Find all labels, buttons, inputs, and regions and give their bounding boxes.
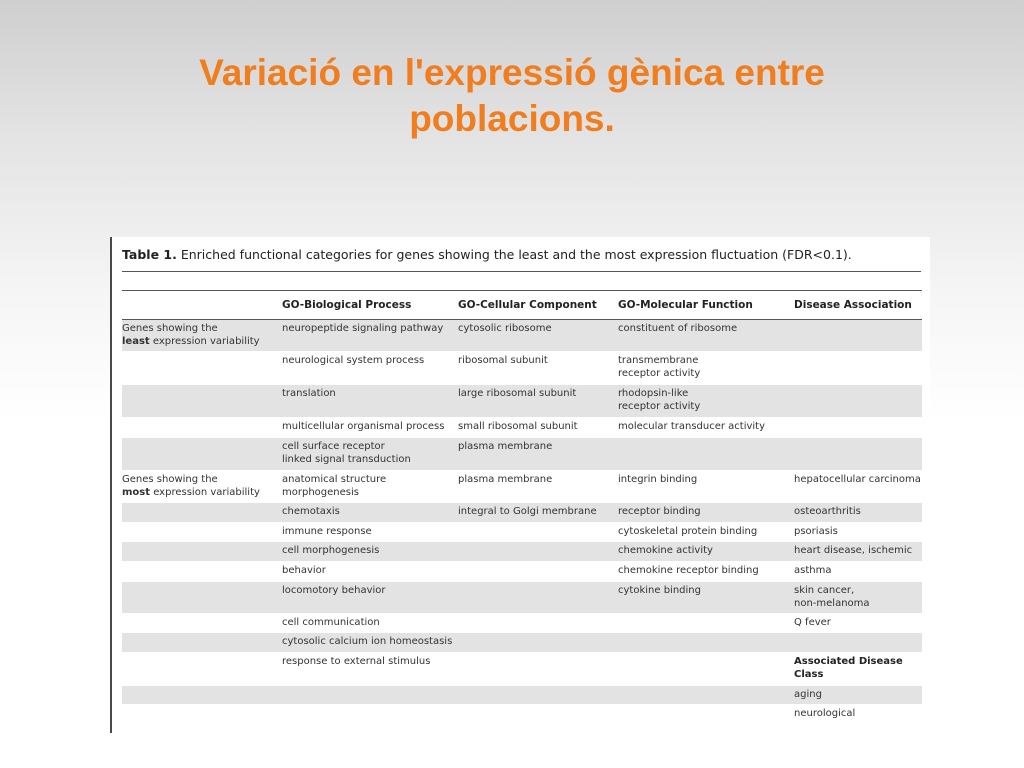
table-cell (282, 582, 458, 614)
cell-text: heart disease, ischemic (794, 545, 913, 556)
cell-text: cytosolic ribosome (458, 323, 552, 334)
cell-text: cytoskeletal protein binding (618, 526, 758, 537)
table-row (122, 633, 922, 653)
cell-text: psoriasis (794, 526, 838, 537)
cell-text: osteoarthritis (794, 506, 861, 517)
cell-text: molecular transducer activity (618, 421, 766, 432)
table-cell (794, 542, 922, 562)
table-cell (794, 320, 922, 352)
table-cell (794, 385, 922, 418)
table-row (122, 523, 922, 542)
header-cellular-component: GO-Cellular Component (458, 291, 618, 320)
table-cell (458, 352, 618, 385)
cell-text: anatomical structure (282, 474, 387, 485)
cell-text: constituent of ribosome (618, 323, 738, 334)
table-cell (282, 633, 458, 653)
table-cell (458, 653, 618, 686)
table-cell (618, 582, 794, 614)
header-molecular-function: GO-Molecular Function (618, 291, 794, 320)
table-cell (618, 523, 794, 542)
cell-text: integrin binding (618, 474, 698, 485)
cell-text: behavior (282, 565, 326, 576)
cell-text: non-melanoma (794, 598, 870, 609)
table-cell (618, 503, 794, 523)
cell-text: large ribosomal subunit (458, 388, 577, 399)
cell-text: small ribosomal subunit (458, 421, 578, 432)
table-cell (282, 686, 458, 705)
table-cell (122, 418, 282, 438)
cell-text: transmembrane (618, 355, 699, 366)
table-row (122, 352, 922, 385)
table-cell (122, 503, 282, 523)
table-cell (122, 562, 282, 582)
table-row (122, 705, 922, 724)
table-caption-text: Enriched functional categories for genes showing the least and the most expression fluctuation (FDR<0.1). (180, 247, 852, 262)
table-cell (618, 320, 794, 352)
table-cell (618, 542, 794, 562)
table-cell (458, 418, 618, 438)
table-cell (122, 614, 282, 633)
table-cell (282, 542, 458, 562)
cell-text: linked signal transduction (282, 454, 411, 465)
slide-title-line-1: Variació en l'expressió gènica entre (199, 52, 825, 93)
table-cell (282, 503, 458, 523)
cell-text: cell communication (282, 617, 380, 628)
table-row (122, 320, 922, 352)
table-cell (282, 385, 458, 418)
table-cell (282, 320, 458, 352)
cell-text: chemotaxis (282, 506, 340, 517)
table-cell (122, 542, 282, 562)
slide-title (112, 50, 912, 142)
table-caption (122, 247, 852, 262)
cell-text: translation (282, 388, 336, 399)
cell-text: cell surface receptor (282, 441, 385, 452)
table-cell (618, 438, 794, 471)
table-cell (794, 471, 922, 503)
cell-text: skin cancer, (794, 585, 855, 596)
table-cell (122, 686, 282, 705)
table-row (122, 418, 922, 438)
cell-text: multicellular organismal process (282, 421, 445, 432)
table-cell (618, 471, 794, 503)
table-cell (618, 686, 794, 705)
cell-text: Associated Disease (794, 656, 903, 667)
cell-text: aging (794, 689, 822, 700)
table-cell (122, 471, 282, 503)
table-cell (618, 705, 794, 724)
table-cell (122, 523, 282, 542)
table-cell (282, 562, 458, 582)
table-cell (282, 705, 458, 724)
header-disease-association: Disease Association (794, 291, 922, 320)
table-row (122, 562, 922, 582)
cell-text: chemokine activity (618, 545, 713, 556)
table-cell (794, 562, 922, 582)
cell-text: neurological (794, 708, 856, 719)
table-cell (794, 705, 922, 724)
table-row (122, 471, 922, 503)
table-cell (282, 653, 458, 686)
table-cell (458, 686, 618, 705)
cell-text: receptor activity (618, 401, 701, 412)
cell-text: neuropeptide signaling pathway (282, 323, 444, 334)
table-cell (618, 385, 794, 418)
table-cell (122, 582, 282, 614)
cell-text: immune response (282, 526, 372, 537)
table-cell (122, 352, 282, 385)
cell-text: morphogenesis (282, 487, 359, 498)
table-cell (618, 633, 794, 653)
header-biological-process: GO-Biological Process (282, 291, 458, 320)
cell-text: receptor binding (618, 506, 701, 517)
table-cell (122, 320, 282, 352)
table-cell (282, 352, 458, 385)
table-cell (458, 438, 618, 471)
header-row-label (122, 291, 282, 320)
caption-rule (122, 271, 921, 272)
cell-text: asthma (794, 565, 832, 576)
table-cell (122, 633, 282, 653)
table-cell (458, 705, 618, 724)
table-cell (794, 614, 922, 633)
table-row (122, 582, 922, 614)
table-cell (282, 418, 458, 438)
table-cell (794, 653, 922, 686)
table-row (122, 385, 922, 418)
cell-text: rhodopsin-like (618, 388, 689, 399)
table-cell (282, 614, 458, 633)
cell-text: neurological system process (282, 355, 425, 366)
table-cell (794, 582, 922, 614)
table-cell (458, 320, 618, 352)
cell-text: chemokine receptor binding (618, 565, 759, 576)
table-cell (458, 542, 618, 562)
table-cell (122, 438, 282, 471)
table-cell (794, 438, 922, 471)
table-cell (618, 614, 794, 633)
table-figure (110, 237, 930, 733)
table-caption-label: Table 1. (122, 247, 177, 262)
table-cell (122, 705, 282, 724)
cell-text: least expression variability (122, 336, 260, 347)
cell-text: ribosomal subunit (458, 355, 548, 366)
table-row (122, 686, 922, 705)
table-row (122, 438, 922, 471)
cell-text: receptor activity (618, 368, 701, 379)
table-cell (794, 418, 922, 438)
table-header-row (122, 291, 922, 320)
table-cell (794, 633, 922, 653)
table-cell (794, 352, 922, 385)
table-cell (618, 418, 794, 438)
table-cell (122, 385, 282, 418)
table-body (122, 320, 922, 724)
cell-text: response to external stimulus (282, 656, 431, 667)
table-row (122, 614, 922, 633)
cell-text: Q fever (794, 617, 831, 628)
table-cell (282, 438, 458, 471)
slide-title-line-2: poblacions. (409, 98, 615, 139)
cell-text: Genes showing the (122, 323, 218, 334)
cell-text: plasma membrane (458, 441, 553, 452)
table-cell (458, 523, 618, 542)
cell-text: hepatocellular carcinoma (794, 474, 921, 485)
table-cell (618, 653, 794, 686)
table-cell (618, 562, 794, 582)
table-cell (794, 503, 922, 523)
cell-text: integral to Golgi membrane (458, 506, 597, 517)
table-cell (458, 471, 618, 503)
cell-text: plasma membrane (458, 474, 553, 485)
table-row (122, 653, 922, 686)
table-cell (458, 385, 618, 418)
table-cell (458, 562, 618, 582)
cell-text: cytosolic calcium ion homeostasis (282, 636, 453, 647)
table-row (122, 542, 922, 562)
cell-text: cytokine binding (618, 585, 701, 596)
cell-text: Class (794, 669, 824, 680)
table-cell (618, 352, 794, 385)
cell-text: locomotory behavior (282, 585, 386, 596)
table-row (122, 503, 922, 523)
table-cell (282, 523, 458, 542)
table-cell (794, 686, 922, 705)
table-cell (458, 614, 618, 633)
table-cell (122, 653, 282, 686)
table-cell (458, 633, 618, 653)
table-cell (794, 523, 922, 542)
cell-text: Genes showing the (122, 474, 218, 485)
cell-text: cell morphogenesis (282, 545, 380, 556)
table-cell (458, 503, 618, 523)
go-enrichment-table (122, 290, 922, 724)
table-cell (282, 471, 458, 503)
cell-text: most expression variability (122, 487, 260, 498)
table-cell (458, 582, 618, 614)
